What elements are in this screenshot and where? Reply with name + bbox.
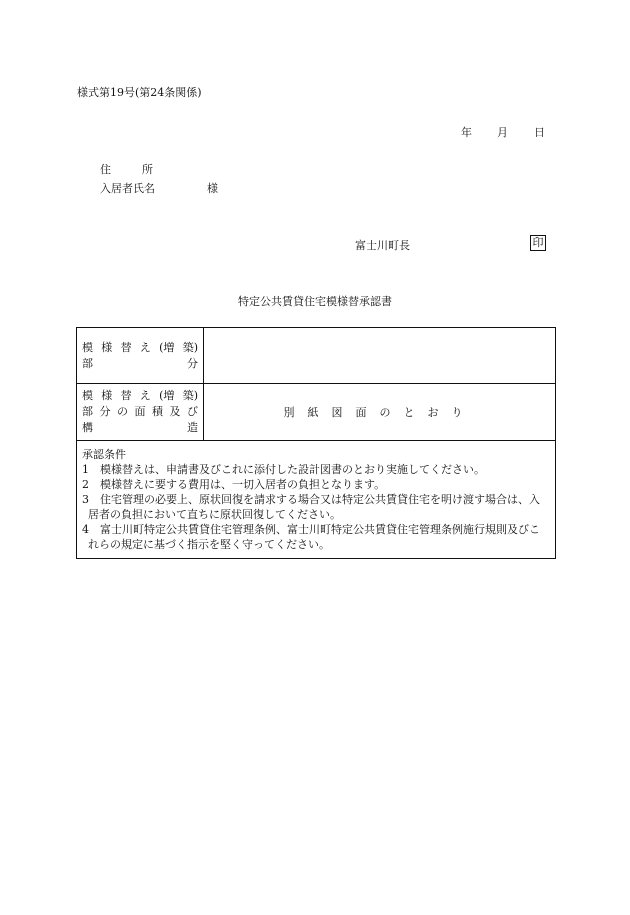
table-row (77, 384, 556, 441)
label-line: 構 造 (82, 421, 198, 434)
area-structure-value: 別紙図面のとおり (204, 384, 556, 441)
honorific: 様 (207, 182, 218, 195)
condition-item: 4 富士川町特定公共賃貸住宅管理条例、富士川町特定公共賃貸住宅管理条例施行規則及びこれらの規定に基づく指示を堅く守ってください。 (82, 523, 540, 551)
condition-item: 2 模様替えに要する費用は、一切入居者の負担となります。 (82, 478, 386, 491)
label-line: 模 様 替 え (増 築) (82, 340, 198, 354)
address-label: 住 所 (100, 163, 163, 176)
approval-table (76, 327, 556, 559)
remodel-part-value (204, 328, 556, 384)
seal-mark: 印 (530, 235, 546, 251)
table-row (77, 441, 556, 559)
document-title: 特定公共賃貸住宅模様替承認書 (238, 295, 392, 308)
date-month: 月 (497, 126, 508, 139)
approval-conditions (77, 441, 556, 559)
conditions-heading: 承認条件 (82, 448, 126, 461)
date-line (461, 124, 545, 140)
area-structure-label (77, 384, 204, 441)
table-row (77, 328, 556, 384)
resident-name-label: 入居者氏名 (100, 182, 155, 195)
label-line: 部 分 の 面 積 及 び (82, 405, 198, 418)
label-line: 部 分 (82, 356, 198, 370)
label-line: 模 様 替 え (増 築) (82, 389, 198, 402)
condition-item: 1 模様替えは、申請書及びこれに添付した設計図書のとおり実施してください。 (82, 463, 485, 476)
remodel-part-label (77, 328, 204, 384)
date-day: 日 (534, 126, 545, 139)
form-number: 様式第19号(第24条関係) (77, 86, 202, 99)
date-year: 年 (461, 126, 472, 139)
issuer-name: 富士川町長 (355, 239, 410, 252)
condition-item: 3 住宅管理の必要上、原状回復を請求する場合又は特定公共賃貸住宅を明け渡す場合は、入居者の負担において直ちに原状回復してください。 (82, 493, 540, 521)
